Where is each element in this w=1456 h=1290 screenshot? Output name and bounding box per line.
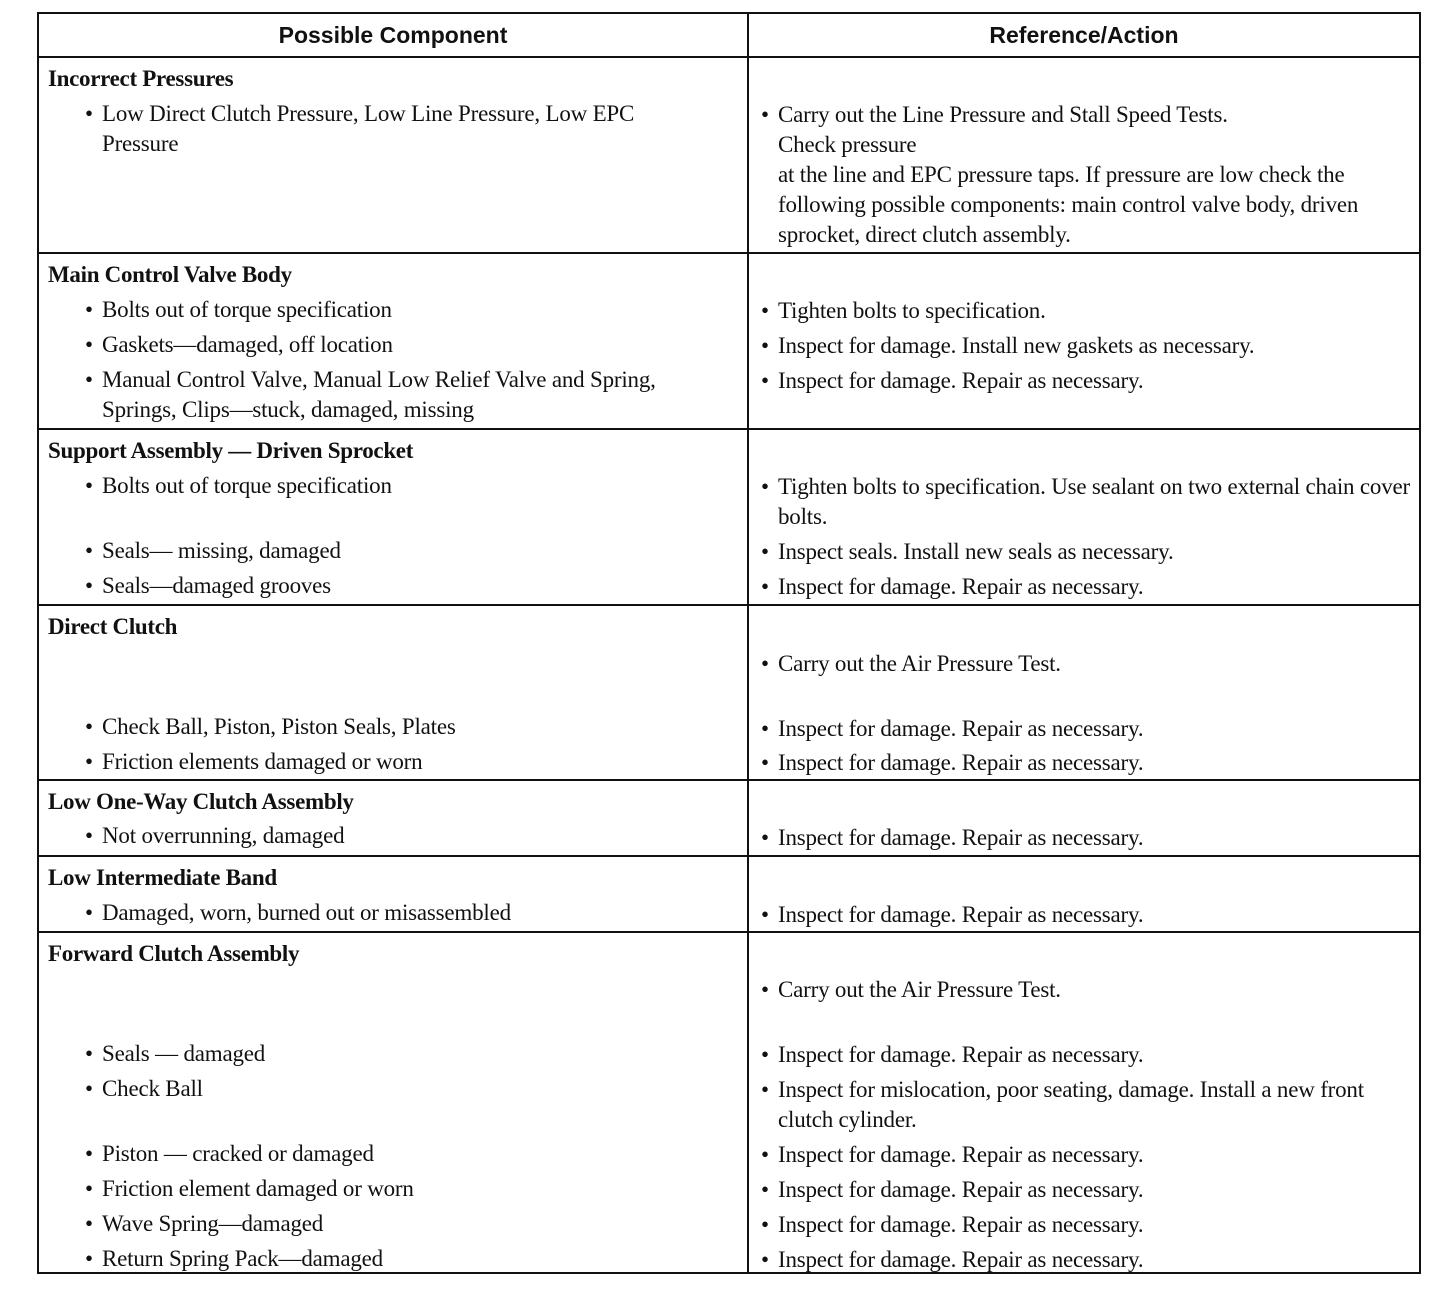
action-item: • Inspect for mislocation, poor seating, damage. Install a new front clutch cylinder. <box>761 1077 1364 1132</box>
action-item: • Inspect for damage. Repair as necessary. <box>761 1140 1401 1170</box>
action-item: • Inspect for damage. Repair as necessary. <box>761 1245 1401 1275</box>
component-cell <box>39 933 749 1272</box>
section-title: Support Assembly — Driven Sprocket <box>48 438 414 463</box>
section-low-one-way-clutch <box>39 781 1419 857</box>
component-item: • Gaskets—damaged, off location <box>85 330 725 360</box>
bullet-icon: • <box>85 1246 93 1271</box>
section-title: Main Control Valve Body <box>48 262 292 287</box>
bullet-icon: • <box>85 823 93 848</box>
action-item: • Inspect for damage. Repair as necessary. <box>761 748 1401 778</box>
bullet-icon: • <box>761 1077 769 1102</box>
table-header-row <box>39 14 1419 58</box>
component-item: • Check Ball <box>85 1074 725 1104</box>
action-cell <box>749 933 1419 1272</box>
bullet-icon: • <box>761 102 769 127</box>
action-item: • Carry out the Line Pressure and Stall Speed Tests. Check pressure at the line and EPC pressure taps. If pressure are low check the following possible components: main control valve body, driven sprocket, direct clutch assembly. <box>761 102 1359 247</box>
bullet-icon: • <box>761 298 769 323</box>
bullet-icon: • <box>761 574 769 599</box>
bullet-icon: • <box>761 333 769 358</box>
component-cell <box>39 254 749 428</box>
bullet-icon: • <box>761 750 769 775</box>
component-item: • Return Spring Pack—damaged <box>85 1244 725 1274</box>
bullet-icon: • <box>761 825 769 850</box>
bullet-icon: • <box>761 539 769 564</box>
action-item: • Tighten bolts to specification. <box>761 296 1401 326</box>
section-incorrect-pressures <box>39 58 1419 254</box>
action-item: • Inspect for damage. Repair as necessary. <box>761 714 1401 744</box>
action-item: • Carry out the Air Pressure Test. <box>761 649 1401 679</box>
bullet-icon: • <box>761 977 769 1002</box>
component-item: • Bolts out of torque specification <box>85 471 725 501</box>
bullet-icon: • <box>761 651 769 676</box>
component-cell <box>39 430 749 604</box>
component-item: • Manual Control Valve, Manual Low Relief Valve and Spring, Springs, Clips—stuck, damaged, missing <box>85 367 656 422</box>
action-item: • Inspect for damage. Repair as necessary. <box>761 572 1401 602</box>
section-title: Forward Clutch Assembly <box>48 941 300 966</box>
bullet-icon: • <box>761 716 769 741</box>
bullet-icon: • <box>85 332 93 357</box>
action-cell <box>749 430 1419 604</box>
bullet-icon: • <box>85 538 93 563</box>
action-cell <box>749 58 1419 252</box>
action-cell <box>749 781 1419 855</box>
action-item: • Inspect seals. Install new seals as necessary. <box>761 537 1401 567</box>
bullet-icon: • <box>85 900 93 925</box>
section-low-intermediate-band <box>39 857 1419 933</box>
bullet-icon: • <box>85 1141 93 1166</box>
component-item: • Bolts out of torque specification <box>85 295 725 325</box>
component-item: • Low Direct Clutch Pressure, Low Line Pressure, Low EPC Pressure <box>85 101 635 156</box>
component-cell <box>39 606 749 779</box>
component-item: • Friction elements damaged or worn <box>85 747 725 777</box>
component-cell <box>39 781 749 855</box>
component-cell <box>39 857 749 931</box>
bullet-icon: • <box>761 474 769 499</box>
bullet-icon: • <box>85 297 93 322</box>
bullet-icon: • <box>85 473 93 498</box>
troubleshooting-table <box>37 12 1421 1274</box>
component-item: • Wave Spring—damaged <box>85 1209 725 1239</box>
action-item: • Inspect for damage. Repair as necessary. <box>761 823 1401 853</box>
section-direct-clutch <box>39 606 1419 781</box>
component-item: • Friction element damaged or worn <box>85 1174 725 1204</box>
header-reference-action: Reference/Action <box>989 21 1179 48</box>
action-cell <box>749 857 1419 931</box>
action-item: • Inspect for damage. Repair as necessary. <box>761 366 1401 396</box>
action-item: • Inspect for damage. Install new gaskets as necessary. <box>761 331 1401 361</box>
bullet-icon: • <box>761 1142 769 1167</box>
bullet-icon: • <box>761 1212 769 1237</box>
bullet-icon: • <box>85 573 93 598</box>
component-item: • Not overrunning, damaged <box>85 821 725 851</box>
section-title: Low One-Way Clutch Assembly <box>48 789 354 814</box>
component-item: • Seals — damaged <box>85 1039 725 1069</box>
section-forward-clutch-assembly <box>39 933 1419 1272</box>
action-item: • Carry out the Air Pressure Test. <box>761 975 1401 1005</box>
component-cell <box>39 58 749 252</box>
component-item: • Damaged, worn, burned out or misassembled <box>85 898 725 928</box>
header-possible-component: Possible Component <box>39 14 749 56</box>
action-cell <box>749 606 1419 779</box>
bullet-icon: • <box>761 902 769 927</box>
bullet-icon: • <box>85 1076 93 1101</box>
section-title: Low Intermediate Band <box>48 865 277 890</box>
bullet-icon: • <box>761 1042 769 1067</box>
action-item: • Inspect for damage. Repair as necessary. <box>761 1175 1401 1205</box>
bullet-icon: • <box>85 1176 93 1201</box>
component-item: • Seals—damaged grooves <box>85 571 725 601</box>
bullet-icon: • <box>85 714 93 739</box>
component-item: • Check Ball, Piston, Piston Seals, Plates <box>85 712 725 742</box>
component-item: • Seals— missing, damaged <box>85 536 725 566</box>
bullet-icon: • <box>85 749 93 774</box>
section-main-control-valve-body <box>39 254 1419 430</box>
action-item: • Inspect for damage. Repair as necessary. <box>761 1210 1401 1240</box>
bullet-icon: • <box>85 1211 93 1236</box>
section-title: Incorrect Pressures <box>48 66 234 91</box>
bullet-icon: • <box>85 367 93 392</box>
bullet-icon: • <box>761 1177 769 1202</box>
action-cell <box>749 254 1419 428</box>
bullet-icon: • <box>761 368 769 393</box>
component-item: • Piston — cracked or damaged <box>85 1139 725 1169</box>
bullet-icon: • <box>761 1247 769 1272</box>
action-item: • Inspect for damage. Repair as necessary. <box>761 1040 1401 1070</box>
section-title: Direct Clutch <box>48 614 178 639</box>
section-support-assembly <box>39 430 1419 606</box>
action-item: • Inspect for damage. Repair as necessary. <box>761 900 1401 930</box>
action-item: • Tighten bolts to specification. Use sealant on two external chain cover bolts. <box>761 474 1410 529</box>
bullet-icon: • <box>85 1041 93 1066</box>
bullet-icon: • <box>85 101 93 126</box>
